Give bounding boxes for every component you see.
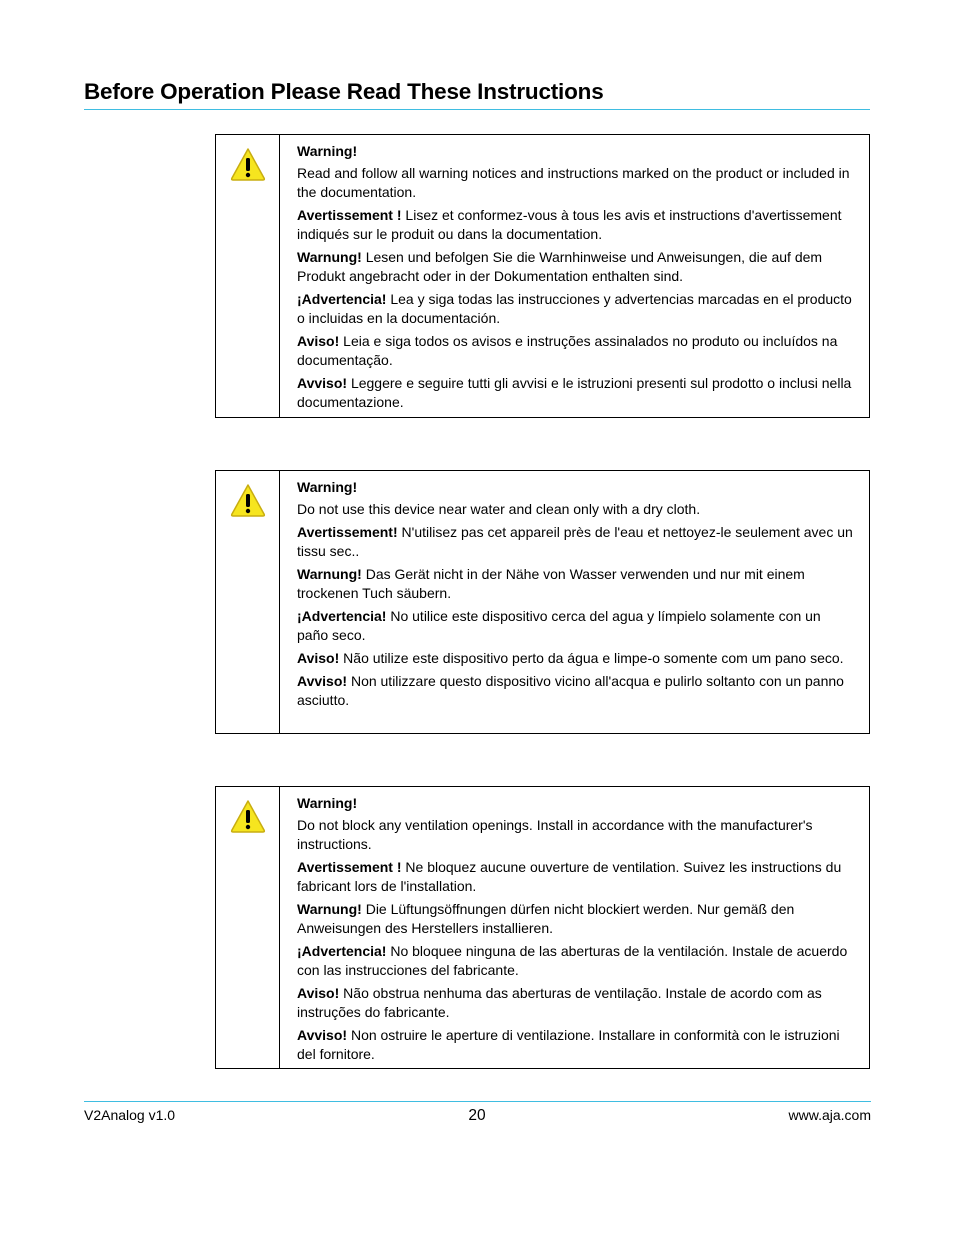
warning-paragraph: [297, 649, 855, 668]
warning-body-text: No bloquee ninguna de las aberturas de la ventilación. Instale de acuerdo con las instrucciones del fabricante.: [297, 943, 848, 978]
warning-body-text: Leia e siga todos os avisos e instruções assinalados no produto ou incluídos na documentação.: [297, 333, 838, 368]
warning-box: [215, 786, 870, 1069]
warning-box: [215, 470, 870, 734]
warning-body-text: Das Gerät nicht in der Nähe von Wasser verwenden und nur mit einem trockenen Tuch säubern.: [297, 566, 805, 601]
warning-language-label: Avertissement !: [297, 859, 402, 875]
warning-language-label: ¡Advertencia!: [297, 608, 387, 624]
warning-language-label: ¡Advertencia!: [297, 291, 387, 307]
warning-paragraph: [297, 332, 855, 370]
warning-icon-cell: [216, 471, 280, 733]
footer-website: www.aja.com: [788, 1107, 871, 1123]
warning-paragraph: [297, 374, 855, 412]
footer-divider: [84, 1101, 871, 1102]
warning-paragraph: [297, 942, 855, 980]
warning-paragraph: [297, 900, 855, 938]
warning-body-text: Non ostruire le aperture di ventilazione. Installare in conformità con le istruzioni del fornitore.: [297, 1027, 840, 1062]
warning-language-label: Warnung!: [297, 249, 362, 265]
warning-body-text: Não obstrua nenhuma das aberturas de ventilação. Instale de acordo com as instruções do fabricante.: [297, 985, 822, 1020]
warning-heading: Warning!: [297, 795, 358, 811]
warning-box: [215, 134, 870, 418]
warning-text: [280, 471, 869, 733]
warning-triangle-icon: [230, 483, 266, 517]
warning-paragraph: [297, 164, 855, 202]
warning-body-text: No utilice este dispositivo cerca del agua y límpielo solamente con un paño seco.: [297, 608, 821, 643]
warning-language-label: Warnung!: [297, 901, 362, 917]
warning-paragraph: [297, 290, 855, 328]
warning-language-label: Avertissement!: [297, 524, 398, 540]
warning-icon-cell: [216, 135, 280, 417]
warning-paragraph: [297, 248, 855, 286]
warning-icon-cell: [216, 787, 280, 1068]
warning-paragraph: [297, 565, 855, 603]
warning-triangle-icon: [230, 799, 266, 833]
warning-language-label: Warnung!: [297, 566, 362, 582]
warning-body-text: Não utilize este dispositivo perto da água e limpe-o somente com um pano seco.: [339, 650, 844, 666]
warning-language-label: Aviso!: [297, 333, 340, 349]
warning-paragraph: [297, 607, 855, 645]
warning-paragraph: [297, 523, 855, 561]
warning-language-label: Aviso!: [297, 985, 340, 1001]
warning-body-text: Non utilizzare questo dispositivo vicino all'acqua e pulirlo soltanto con un panno asciutto.: [297, 673, 844, 708]
warning-language-label: Avertissement !: [297, 207, 402, 223]
warning-paragraph: [297, 984, 855, 1022]
warning-language-label: Avviso!: [297, 673, 348, 689]
warning-heading: Warning!: [297, 143, 358, 159]
warning-body-text: Lea y siga todas las instrucciones y advertencias marcadas en el producto o incluidas en la documentación.: [297, 291, 852, 326]
warning-paragraph: [297, 858, 855, 896]
warning-language-label: Aviso!: [297, 650, 340, 666]
warning-paragraph: [297, 206, 855, 244]
warning-body-text: Lesen und befolgen Sie die Warnhinweise und Anweisungen, die auf dem Produkt angebracht oder in der Dokumentation enthalten sind.: [297, 249, 823, 284]
warning-paragraph: [297, 816, 855, 854]
warning-body-text: Read and follow all warning notices and instructions marked on the product or included in the documentation.: [297, 165, 850, 200]
warning-language-label: Avviso!: [297, 375, 348, 391]
warning-triangle-icon: [230, 147, 266, 181]
warning-body-text: Do not use this device near water and clean only with a dry cloth.: [297, 501, 701, 517]
warning-body-text: Lisez et conformez-vous à tous les avis et instructions d'avertissement indiqués sur le produit ou dans la documentation.: [297, 207, 842, 242]
page-title: Before Operation Please Read These Instructions: [84, 79, 604, 104]
page-number: 20: [468, 1107, 486, 1124]
warning-body-text: N'utilisez pas cet appareil près de l'eau et nettoyez-le seulement avec un tissu sec..: [297, 524, 853, 559]
warning-heading: Warning!: [297, 479, 358, 495]
warning-body-text: Do not block any ventilation openings. Install in accordance with the manufacturer's instructions.: [297, 817, 813, 852]
warning-language-label: ¡Advertencia!: [297, 943, 387, 959]
warning-body-text: Die Lüftungsöffnungen dürfen nicht blockiert werden. Nur gemäß den Anweisungen des Herstellers installieren.: [297, 901, 795, 936]
warning-text: [280, 135, 869, 417]
warning-body-text: Ne bloquez aucune ouverture de ventilation. Suivez les instructions du fabricant lors de l'installation.: [297, 859, 842, 894]
warning-language-label: Avviso!: [297, 1027, 348, 1043]
warning-paragraph: [297, 1026, 855, 1064]
warning-paragraph: [297, 672, 855, 710]
warning-paragraph: [297, 500, 855, 519]
title-divider: [84, 109, 870, 110]
warning-body-text: Leggere e seguire tutti gli avvisi e le istruzioni presenti sul prodotto o inclusi nella documentazione.: [297, 375, 852, 410]
footer-product-version: V2Analog v1.0: [84, 1107, 176, 1123]
warning-text: [280, 787, 869, 1068]
